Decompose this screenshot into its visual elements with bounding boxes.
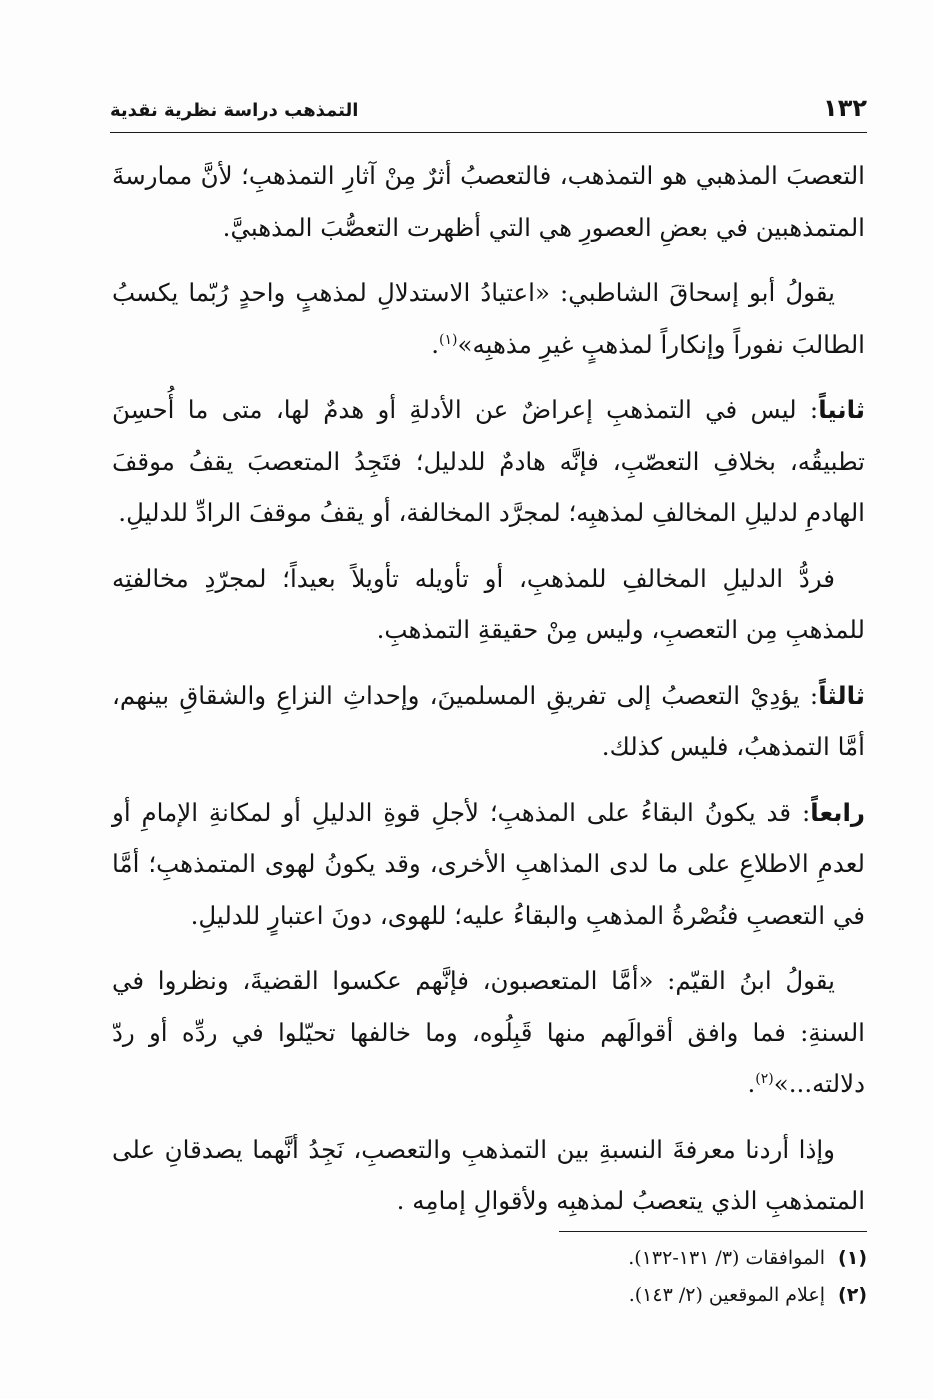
- paragraph-3: [112, 384, 865, 539]
- paragraph-text: يقولُ أبو إسحاقَ الشاطبي: «اعتيادُ الاستدلالِ لمذهبٍ واحدٍ رُبّما يكسبُ الطالبَ نفوراً وإنكاراً لمذهبٍ غيرِ مذهبِه»: [112, 278, 865, 359]
- footnote-number: (٢): [838, 1284, 867, 1306]
- paragraph-6: [112, 787, 865, 942]
- footnote-text: إعلام الموقعين (٢/ ١٤٣).: [628, 1284, 825, 1306]
- paragraph-7: [112, 955, 865, 1110]
- footnote-2: [112, 1277, 867, 1314]
- paragraph-2: [112, 267, 865, 370]
- footnote-separator: [559, 1231, 867, 1232]
- footnote-number: (١): [838, 1247, 867, 1269]
- paragraph-tail: .: [747, 1069, 756, 1098]
- footnotes: [112, 1240, 867, 1314]
- footnote-ref-2[interactable]: (٢): [755, 1070, 774, 1087]
- paragraph-text: : ليس في التمذهبِ إعراضٌ عن الأدلةِ أو هدمٌ لها، متى ما أُحسِنَ تطبيقُه، بخلافِ التعصّبِ، فإنَّه هادمٌ للدليل؛ فتَجِدُ المتعصبَ يقفُ موقفَ الهادمِ لدليلِ المخالفِ لمذهبِه؛ لمجرَّد المخالفة، أو يقفُ موقفَ الرادِّ للدليلِ.: [112, 395, 865, 527]
- paragraph-text: التعصبَ المذهبي هو التمذهب، فالتعصبُ أثرٌ مِنْ آثارِ التمذهبِ؛ لأنَّ ممارسةَ المتمذهبين في بعضِ العصورِ هي التي أظهرت التعصُّبَ المذهبيَّ.: [112, 161, 865, 242]
- paragraph-text: يقولُ ابنُ القيّم: «أمَّا المتعصبون، فإنَّهم عكسوا القضيةَ، ونظروا في السنةِ: فما وافق أقوالَهم منها قَبِلُوه، وما خالفها تحيّلوا في ردِّه أو ردّ دلالته...»: [112, 966, 865, 1098]
- running-title: التمذهب دراسة نظرية نقدية: [110, 100, 359, 121]
- paragraph-lead: ثالثاً: [818, 680, 865, 710]
- paragraph-text: : يؤدِيْ التعصبُ إلى تفريقِ المسلمينَ، وإحداثِ النزاعِ والشقاقِ بينهم، أمَّا التمذهبُ، فليس كذلك.: [112, 680, 865, 761]
- footnote-1: [112, 1240, 867, 1277]
- paragraph-lead: ثانياً: [818, 395, 865, 424]
- paragraph-5: [112, 670, 865, 773]
- paragraph-lead: رابعاً: [810, 797, 865, 827]
- running-header: [110, 92, 867, 133]
- paragraph-text: وإذا أردنا معرفةَ النسبةِ بين التمذهبِ والتعصبِ، نَجِدُ أنَّهما يصدقانِ على المتمذهبِ الذي يتعصبُ لمذهبِه ولأقوالِ إمامِه .: [112, 1134, 865, 1215]
- paragraph-tail: .: [431, 329, 440, 359]
- paragraph-1: [112, 150, 865, 253]
- paragraph-text: فردُّ الدليلِ المخالفِ للمذهبِ، أو تأويله تأويلاً بعيداً؛ لمجرّدِ مخالفتِه للمذهبِ مِن التعصبِ، وليس مِنْ حقيقةِ التمذهبِ.: [112, 563, 865, 644]
- footnote-text: الموافقات (٣/ ١٣١-١٣٢).: [628, 1247, 825, 1269]
- paragraph-text: : قد يكونُ البقاءُ على المذهبِ؛ لأجلِ قوةِ الدليلِ أو لمكانةِ الإمامِ أو لعدمِ الاطلاعِ على ما لدى المذاهبِ الأخرى، وقد يكونُ لهوى المتمذهبِ؛ أمَّا في التعصبِ فنُصْرةُ المذهبِ والبقاءُ عليه؛ للهوى، دونَ اعتبارٍ للدليلِ.: [112, 797, 865, 930]
- footnote-ref-1[interactable]: (١): [439, 331, 458, 348]
- main-text: [112, 150, 865, 1241]
- page-number: ١٣٢: [823, 94, 867, 122]
- paragraph-8: [112, 1124, 865, 1227]
- paragraph-4: [112, 553, 865, 656]
